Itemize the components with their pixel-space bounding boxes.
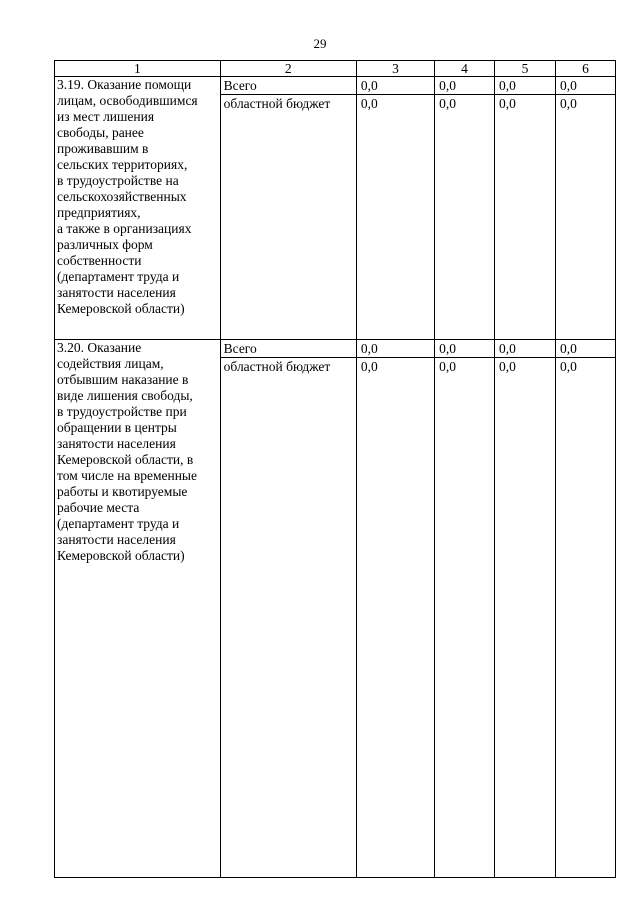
value-total-col5: 0,0 [499, 341, 516, 356]
value-regional-col5: 0,0 [495, 94, 555, 112]
value-cell-col5 [495, 340, 556, 878]
value-total-col6: 0,0 [560, 78, 577, 93]
measure-description: 3.19. Оказание помощи лицам, освободившимся из мест лишения свободы, ранее проживавшим в сельских территориях, в трудоустройстве на сельскохозяйственных предприятиях, а также в организациях различных форм собственности (департамент труда и занятости населения Кемеровской области) [55, 77, 221, 340]
measure-description: 3.20. Оказание содействия лицам, отбывшим наказание в виде лишения свободы, в трудоустройстве при обращении в центры занятости населения Кемеровской области, в том числе на временные работы и квотируемые рабочие места (департамент труда и занятости населения Кемеровской области) [55, 340, 221, 878]
column-header-6: 6 [556, 61, 616, 77]
value-regional-col3: 0,0 [357, 357, 434, 375]
column-header-2: 2 [220, 61, 356, 77]
column-header-4: 4 [435, 61, 495, 77]
value-cell-col6 [556, 77, 616, 340]
value-regional-col4: 0,0 [435, 94, 494, 112]
value-regional-col4: 0,0 [435, 357, 494, 375]
value-cell-col5 [495, 77, 556, 340]
funding-source-regional: областной бюджет [221, 94, 356, 112]
funding-table [54, 60, 616, 878]
value-regional-col3: 0,0 [357, 94, 434, 112]
value-regional-col5: 0,0 [495, 357, 555, 375]
value-total-col6: 0,0 [560, 341, 577, 356]
value-total-col4: 0,0 [439, 341, 456, 356]
value-regional-col6: 0,0 [556, 94, 615, 112]
value-total-col3: 0,0 [360, 341, 378, 356]
table-row [55, 340, 616, 878]
value-cell-col4 [435, 340, 495, 878]
value-total-col3: 0,0 [360, 78, 378, 93]
column-header-5: 5 [495, 61, 556, 77]
page-number: 29 [313, 36, 327, 51]
value-total-col5: 0,0 [499, 78, 516, 93]
value-regional-col6: 0,0 [556, 357, 615, 375]
table-row [55, 77, 616, 340]
value-cell-col3 [356, 77, 434, 340]
value-cell-col3 [356, 340, 434, 878]
funding-source-cell [220, 77, 356, 340]
value-cell-col6 [556, 340, 616, 878]
header-row [55, 61, 616, 77]
value-total-col4: 0,0 [439, 78, 456, 93]
column-header-3: 3 [356, 61, 434, 77]
funding-source-total: Всего [223, 78, 257, 93]
funding-source-cell [220, 340, 356, 878]
column-header-1: 1 [55, 61, 221, 77]
funding-source-total: Всего [223, 341, 257, 356]
value-cell-col4 [435, 77, 495, 340]
funding-source-regional: областной бюджет [221, 357, 356, 375]
